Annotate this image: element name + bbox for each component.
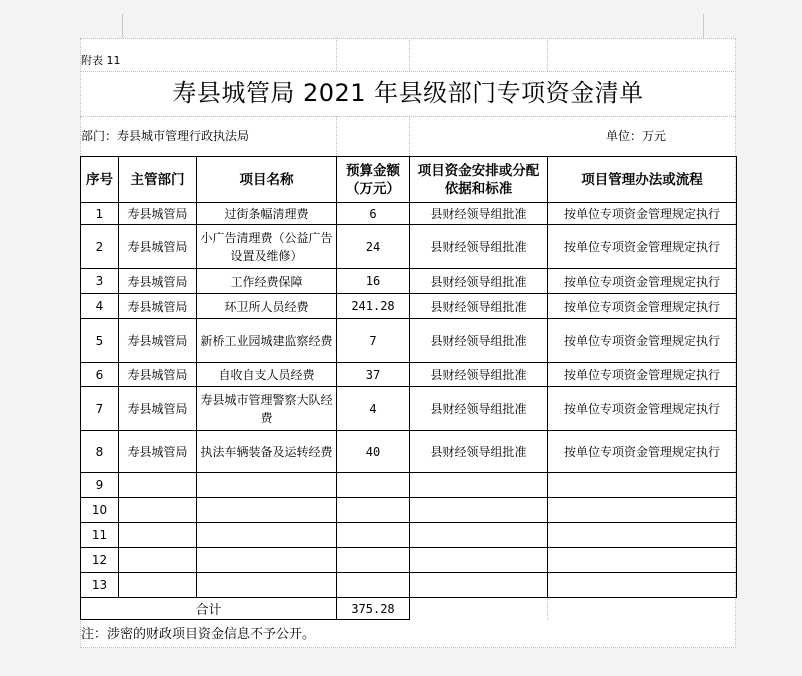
cell-name: 环卫所人员经费 xyxy=(197,294,337,319)
header-name: 项目名称 xyxy=(197,157,337,203)
grid-line xyxy=(336,116,337,156)
grid-line xyxy=(336,38,337,71)
footnote: 注：涉密的财政项目资金信息不予公开。 xyxy=(81,627,316,642)
cell-empty xyxy=(119,498,197,523)
header-method: 项目管理办法或流程 xyxy=(548,157,737,203)
grid-line xyxy=(547,38,548,71)
table-row-empty xyxy=(81,498,737,523)
cell-amount: 241.28 xyxy=(337,294,410,319)
grid-line xyxy=(80,71,736,72)
header-amount: 预算金额（万元） xyxy=(337,157,410,203)
cell-empty xyxy=(548,523,737,548)
cell-basis: 县财经领导组批准 xyxy=(410,431,548,473)
cell-basis: 县财经领导组批准 xyxy=(410,225,548,269)
cell-dept: 寿县城管局 xyxy=(119,225,197,269)
table-row xyxy=(81,269,737,294)
table-row xyxy=(81,294,737,319)
cell-amount: 24 xyxy=(337,225,410,269)
cell-dept: 寿县城管局 xyxy=(119,363,197,387)
cell-amount: 4 xyxy=(337,387,410,431)
cell-empty xyxy=(548,598,737,620)
cell-empty xyxy=(119,548,197,573)
cell-seq: 13 xyxy=(81,573,119,598)
table-row-empty xyxy=(81,573,737,598)
grid-line xyxy=(80,116,736,117)
cell-method: 按单位专项资金管理规定执行 xyxy=(548,363,737,387)
spreadsheet-sheet xyxy=(80,38,736,648)
cell-empty xyxy=(337,573,410,598)
cell-amount: 37 xyxy=(337,363,410,387)
cell-name: 工作经费保障 xyxy=(197,269,337,294)
cell-method: 按单位专项资金管理规定执行 xyxy=(548,269,737,294)
cell-empty xyxy=(119,523,197,548)
cell-seq: 6 xyxy=(81,363,119,387)
header-seq: 序号 xyxy=(81,157,119,203)
cell-empty xyxy=(410,548,548,573)
table-row-empty xyxy=(81,523,737,548)
cell-seq: 12 xyxy=(81,548,119,573)
cell-empty xyxy=(197,498,337,523)
total-amount: 375.28 xyxy=(337,598,410,620)
cell-amount: 16 xyxy=(337,269,410,294)
cell-basis: 县财经领导组批准 xyxy=(410,319,548,363)
cell-name: 小广告清理费（公益广告设置及维修） xyxy=(197,225,337,269)
cell-seq: 2 xyxy=(81,225,119,269)
cell-name: 寿县城市管理警察大队经费 xyxy=(197,387,337,431)
cell-dept: 寿县城管局 xyxy=(119,319,197,363)
cell-basis: 县财经领导组批准 xyxy=(410,269,548,294)
cell-seq: 8 xyxy=(81,431,119,473)
cell-empty xyxy=(337,523,410,548)
cell-empty xyxy=(410,573,548,598)
grid-line xyxy=(80,647,736,648)
total-label: 合计 xyxy=(81,598,337,620)
cell-method: 按单位专项资金管理规定执行 xyxy=(548,387,737,431)
table-row-empty xyxy=(81,548,737,573)
cell-empty xyxy=(548,498,737,523)
funds-table xyxy=(80,156,737,620)
cell-empty xyxy=(410,523,548,548)
cell-seq: 9 xyxy=(81,473,119,498)
cell-seq: 10 xyxy=(81,498,119,523)
cell-dept: 寿县城管局 xyxy=(119,431,197,473)
margin-marker-right xyxy=(703,14,704,38)
cell-amount: 40 xyxy=(337,431,410,473)
cell-empty xyxy=(548,573,737,598)
cell-empty xyxy=(548,473,737,498)
cell-dept: 寿县城管局 xyxy=(119,387,197,431)
table-total-row xyxy=(81,598,737,620)
cell-basis: 县财经领导组批准 xyxy=(410,294,548,319)
cell-basis: 县财经领导组批准 xyxy=(410,203,548,225)
table-row xyxy=(81,319,737,363)
table-row xyxy=(81,363,737,387)
table-header-row xyxy=(81,157,737,203)
cell-method: 按单位专项资金管理规定执行 xyxy=(548,294,737,319)
cell-empty xyxy=(197,523,337,548)
grid-line xyxy=(80,38,736,39)
cell-amount: 6 xyxy=(337,203,410,225)
cell-seq: 1 xyxy=(81,203,119,225)
table-row xyxy=(81,431,737,473)
margin-marker-left xyxy=(122,14,123,38)
header-dept: 主管部门 xyxy=(119,157,197,203)
cell-seq: 3 xyxy=(81,269,119,294)
cell-empty xyxy=(410,473,548,498)
grid-line xyxy=(409,116,410,156)
cell-method: 按单位专项资金管理规定执行 xyxy=(548,225,737,269)
cell-method: 按单位专项资金管理规定执行 xyxy=(548,203,737,225)
cell-method: 按单位专项资金管理规定执行 xyxy=(548,319,737,363)
cell-seq: 7 xyxy=(81,387,119,431)
cell-empty xyxy=(119,573,197,598)
cell-empty xyxy=(337,548,410,573)
cell-empty xyxy=(197,548,337,573)
table-row-empty xyxy=(81,473,737,498)
cell-dept: 寿县城管局 xyxy=(119,269,197,294)
cell-seq: 5 xyxy=(81,319,119,363)
cell-name: 过街条幅清理费 xyxy=(197,203,337,225)
cell-seq: 4 xyxy=(81,294,119,319)
cell-name: 执法车辆装备及运转经费 xyxy=(197,431,337,473)
cell-empty xyxy=(410,598,548,620)
cell-method: 按单位专项资金管理规定执行 xyxy=(548,431,737,473)
table-row xyxy=(81,203,737,225)
unit-label: 单位：万元 xyxy=(606,129,667,143)
cell-empty xyxy=(119,473,197,498)
cell-empty xyxy=(548,548,737,573)
cell-empty xyxy=(337,473,410,498)
attachment-label: 附表 11 xyxy=(81,54,121,67)
cell-empty xyxy=(197,473,337,498)
cell-seq: 11 xyxy=(81,523,119,548)
cell-basis: 县财经领导组批准 xyxy=(410,387,548,431)
cell-name: 自收自支人员经费 xyxy=(197,363,337,387)
header-basis: 项目资金安排或分配依据和标准 xyxy=(410,157,548,203)
cell-dept: 寿县城管局 xyxy=(119,203,197,225)
cell-name: 新桥工业园城建监察经费 xyxy=(197,319,337,363)
page-title: 寿县城管局 2021 年县级部门专项资金清单 xyxy=(172,79,644,107)
grid-line xyxy=(409,38,410,71)
cell-dept: 寿县城管局 xyxy=(119,294,197,319)
table-row xyxy=(81,225,737,269)
cell-amount: 7 xyxy=(337,319,410,363)
cell-empty xyxy=(410,498,548,523)
department-label: 部门：寿县城市管理行政执法局 xyxy=(81,129,250,143)
cell-empty xyxy=(197,573,337,598)
table-row xyxy=(81,387,737,431)
cell-empty xyxy=(337,498,410,523)
cell-basis: 县财经领导组批准 xyxy=(410,363,548,387)
